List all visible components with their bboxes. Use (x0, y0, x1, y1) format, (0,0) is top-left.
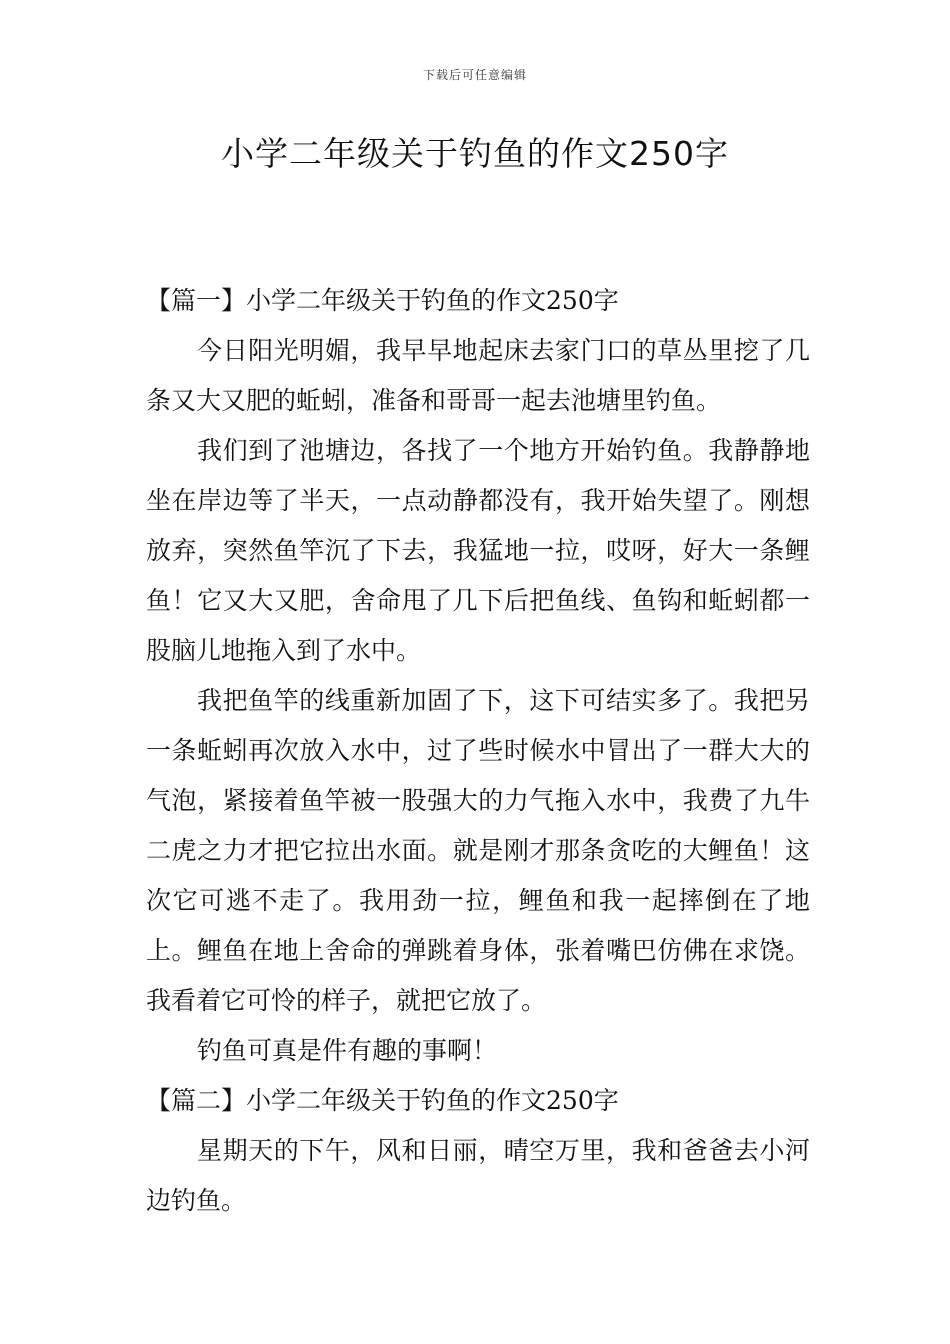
paragraph: 我们到了池塘边，各找了一个地方开始钓鱼。我静静地坐在岸边等了半天，一点动静都没有，我开始失望了。刚想放弃，突然鱼竿沉了下去，我猛地一拉，哎呀，好大一条鲤鱼！它又大又肥，舍命甩了几下后把鱼线、鱼钩和蚯蚓都一股脑儿地拖入到了水中。 (146, 436, 810, 665)
paragraph: 今日阳光明媚，我早早地起床去家门口的草丛里挖了几条又大又肥的蚯蚓，准备和哥哥一起去池塘里钓鱼。 (146, 336, 810, 415)
document-body (146, 276, 810, 1226)
section-heading: 【篇二】小学二年级关于钓鱼的作文250字 (146, 1086, 619, 1115)
paragraph: 我把鱼竿的线重新加固了下，这下可结实多了。我把另一条蚯蚓再次放入水中，过了些时候水中冒出了一群大大的气泡，紧接着鱼竿被一股强大的力气拖入水中，我费了九牛二虎之力才把它拉出水面。就是刚才那条贪吃的大鲤鱼！这次它可逃不走了。我用劲一拉，鲤鱼和我一起摔倒在了地上。鲤鱼在地上舍命的弹跳着身体，张着嘴巴仿佛在求饶。我看着它可怜的样子，就把它放了。 (146, 686, 810, 1015)
header-note: 下载后可任意编辑 (422, 68, 527, 82)
paragraph: 钓鱼可真是件有趣的事啊！ (197, 1036, 498, 1065)
section-heading: 【篇一】小学二年级关于钓鱼的作文250字 (146, 286, 619, 315)
paragraph: 星期天的下午，风和日丽，晴空万里，我和爸爸去小河边钓鱼。 (146, 1136, 810, 1215)
document-title: 小学二年级关于钓鱼的作文250字 (221, 134, 729, 173)
